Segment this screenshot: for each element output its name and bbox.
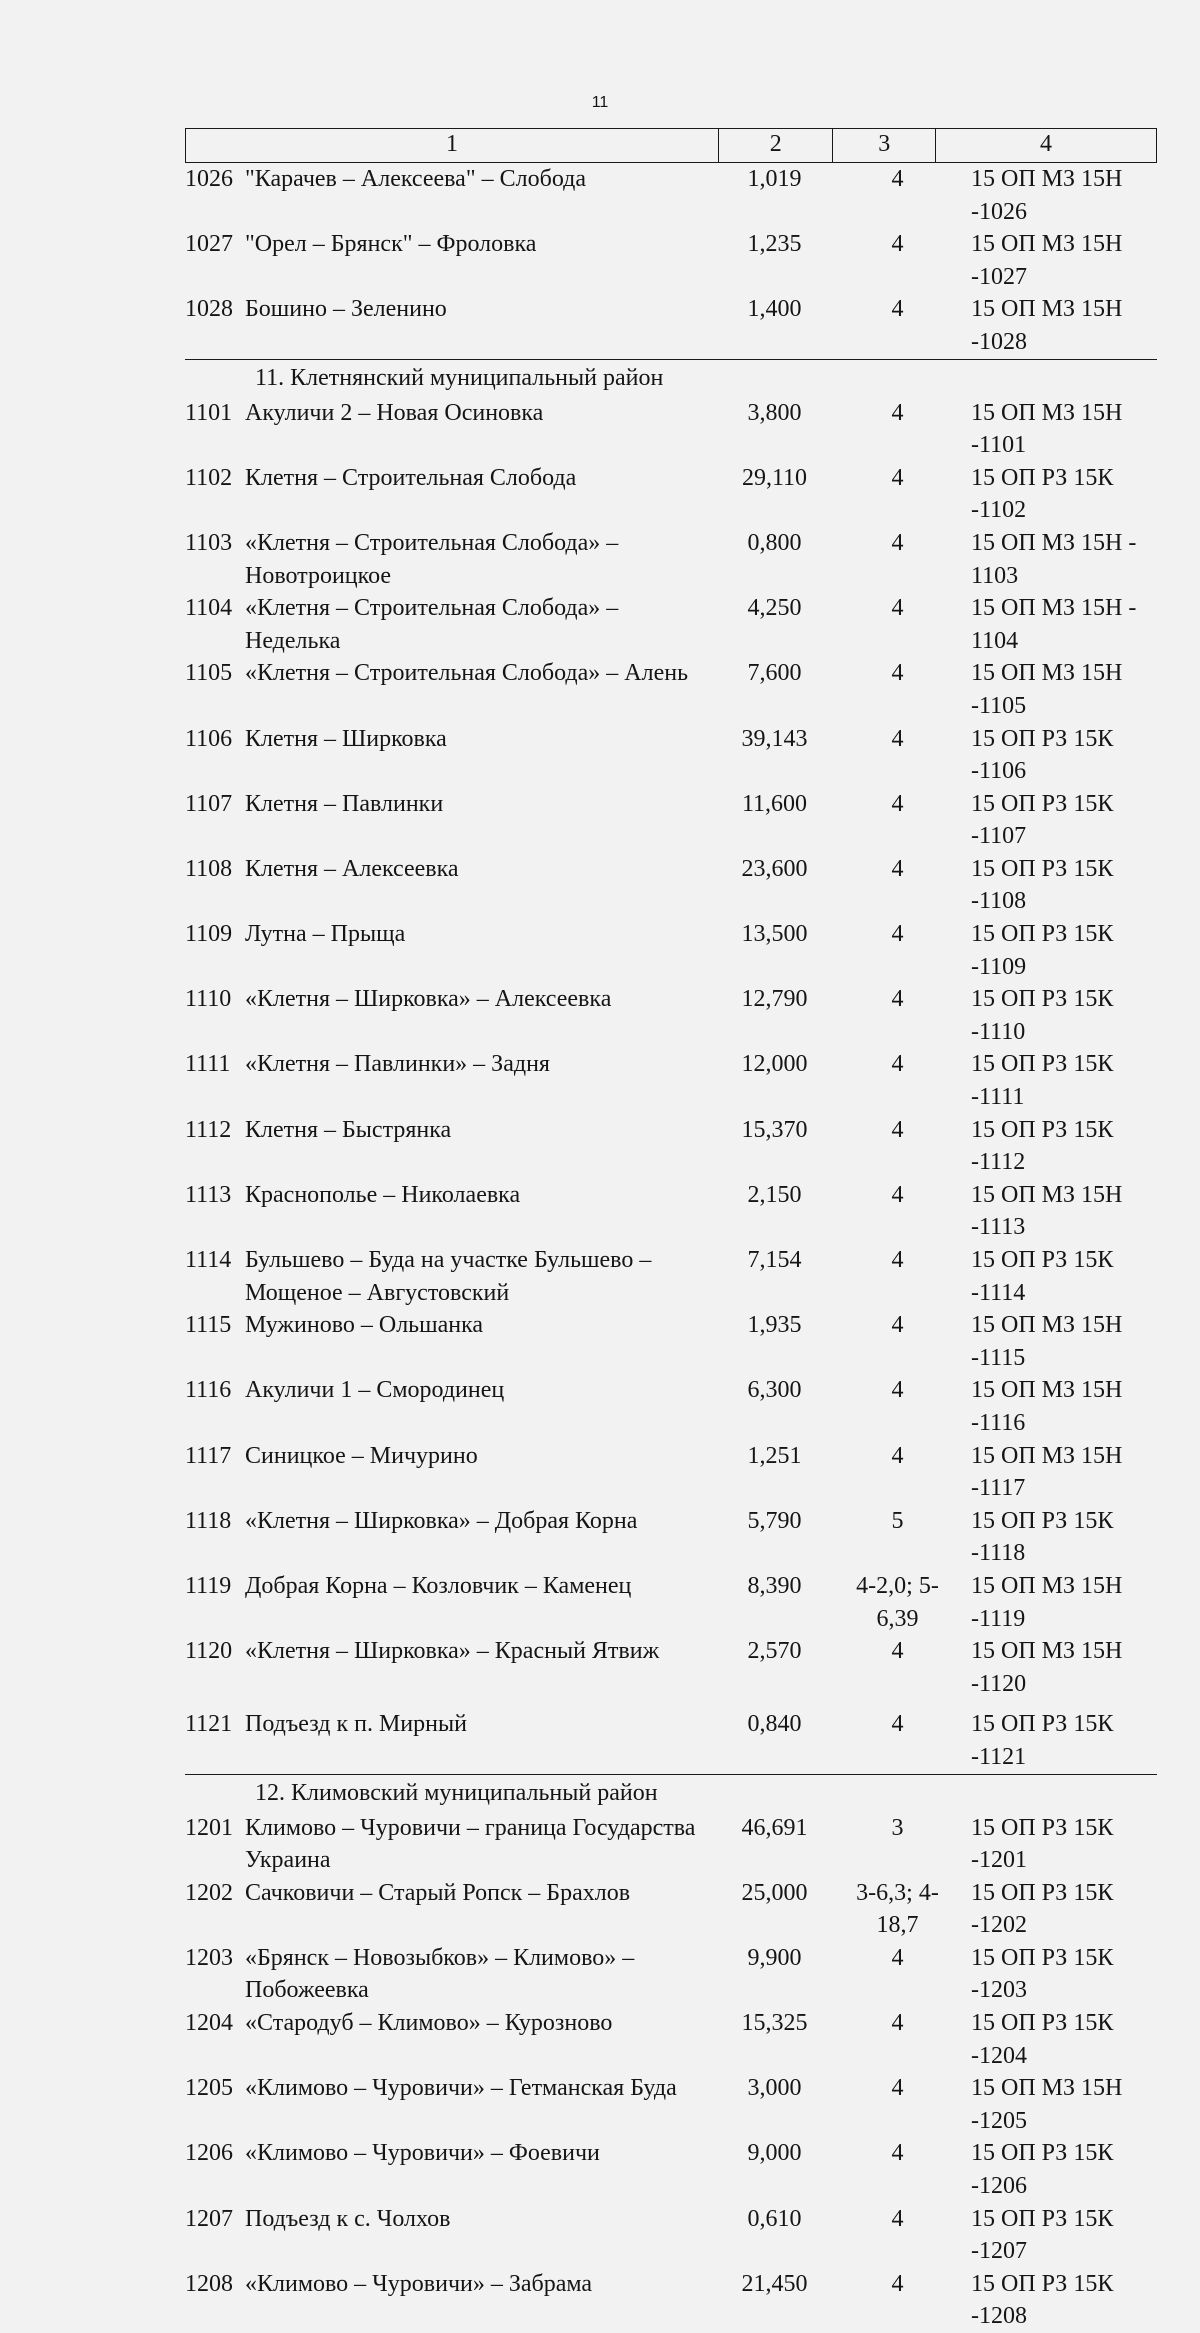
row-number: 1113	[185, 1179, 239, 1244]
road-name: Клетня – Алексеевка	[239, 853, 717, 918]
road-length: 21,450	[717, 2268, 832, 2333]
row-number: 1102	[185, 462, 239, 527]
road-length: 1,400	[717, 293, 832, 358]
road-category: 4	[832, 657, 963, 722]
road-name: "Карачев – Алексеева" – Слобода	[239, 163, 717, 228]
road-length: 15,325	[717, 2007, 832, 2072]
road-code: 15 ОП МЗ 15Н - 1103	[963, 527, 1185, 592]
road-code: 15 ОП МЗ 15Н -1105	[963, 657, 1185, 722]
row-number: 1114	[185, 1244, 239, 1309]
road-length: 9,900	[717, 1942, 832, 2007]
road-name: Акуличи 2 – Новая Осиновка	[239, 397, 717, 462]
road-name: Лутна – Прыща	[239, 918, 717, 983]
page-number: 11	[0, 94, 1200, 112]
table-row	[185, 1505, 1157, 1570]
road-code: 15 ОП МЗ 15Н -1205	[963, 2072, 1185, 2137]
table-row	[185, 1570, 1157, 1635]
road-length: 15,370	[717, 1114, 832, 1179]
road-code: 15 ОП РЗ 15К -1107	[963, 788, 1185, 853]
road-category: 4	[832, 853, 963, 918]
row-number: 1112	[185, 1114, 239, 1179]
road-length: 39,143	[717, 723, 832, 788]
road-name: «Брянск – Новозыбков» – Климово» – Побожеевка	[239, 1942, 717, 2007]
road-code: 15 ОП МЗ 15Н -1117	[963, 1440, 1185, 1505]
road-name: Добрая Корна – Козловчик – Каменец	[239, 1570, 717, 1635]
row-number: 1121	[185, 1708, 239, 1773]
road-category: 4	[832, 2268, 963, 2333]
road-category: 4	[832, 2072, 963, 2137]
road-name: «Клетня – Строительная Слобода» – Новотроицкое	[239, 527, 717, 592]
road-category: 4	[832, 1635, 963, 1700]
road-length: 3,800	[717, 397, 832, 462]
road-code: 15 ОП РЗ 15К -1206	[963, 2137, 1185, 2202]
road-code: 15 ОП МЗ 15Н -1116	[963, 1374, 1185, 1439]
road-category: 4	[832, 2137, 963, 2202]
road-name: «Клетня – Ширковка» – Красный Ятвиж	[239, 1635, 717, 1700]
road-code: 15 ОП РЗ 15К -1201	[963, 1812, 1185, 1877]
row-number: 1109	[185, 918, 239, 983]
road-length: 1,235	[717, 228, 832, 293]
road-code: 15 ОП РЗ 15К -1111	[963, 1048, 1185, 1113]
road-category: 4	[832, 397, 963, 462]
road-name: Подъезд к с. Чолхов	[239, 2203, 717, 2268]
rows-block-11	[185, 397, 1157, 1775]
road-category: 4	[832, 1942, 963, 2007]
road-name: Клетня – Павлинки	[239, 788, 717, 853]
road-length: 5,790	[717, 1505, 832, 1570]
road-length: 1,019	[717, 163, 832, 228]
table-row	[185, 2072, 1157, 2137]
road-code: 15 ОП МЗ 15Н -1119	[963, 1570, 1185, 1635]
road-length: 23,600	[717, 853, 832, 918]
road-code: 15 ОП РЗ 15К -1109	[963, 918, 1185, 983]
table-row	[185, 723, 1157, 788]
road-code: 15 ОП РЗ 15К -1114	[963, 1244, 1185, 1309]
road-length: 2,150	[717, 1179, 832, 1244]
road-category: 4	[832, 723, 963, 788]
road-code: 15 ОП МЗ 15Н -1115	[963, 1309, 1185, 1374]
road-category: 4	[832, 293, 963, 358]
row-number: 1108	[185, 853, 239, 918]
road-category: 4	[832, 1374, 963, 1439]
road-length: 8,390	[717, 1570, 832, 1635]
road-category: 4	[832, 527, 963, 592]
road-name: «Клетня – Строительная Слобода» – Алень	[239, 657, 717, 722]
table-header-row	[185, 128, 1157, 163]
table-row	[185, 983, 1157, 1048]
table-row	[185, 527, 1157, 592]
table-row	[185, 1877, 1157, 1942]
road-length: 4,250	[717, 592, 832, 657]
road-name: Клетня – Ширковка	[239, 723, 717, 788]
road-category: 4	[832, 1244, 963, 1309]
road-name: Климово – Чуровичи – граница Государства Украина	[239, 1812, 717, 1877]
road-code: 15 ОП МЗ 15Н -1028	[963, 293, 1185, 358]
road-category: 3-6,3; 4-18,7	[832, 1877, 963, 1942]
road-category: 4	[832, 1114, 963, 1179]
road-category: 4	[832, 1440, 963, 1505]
table-row	[185, 1048, 1157, 1113]
road-code: 15 ОП РЗ 15К -1118	[963, 1505, 1185, 1570]
road-length: 2,570	[717, 1635, 832, 1700]
road-name: Подъезд к п. Мирный	[239, 1708, 717, 1773]
road-length: 25,000	[717, 1877, 832, 1942]
road-name: «Стародуб – Климово» – Курозново	[239, 2007, 717, 2072]
road-category: 4	[832, 918, 963, 983]
table-row	[185, 397, 1157, 462]
row-number: 1117	[185, 1440, 239, 1505]
road-category: 4	[832, 1048, 963, 1113]
road-code: 15 ОП МЗ 15Н -1101	[963, 397, 1185, 462]
road-name: Сачковичи – Старый Ропск – Брахлов	[239, 1877, 717, 1942]
road-name: Мужиново – Ольшанка	[239, 1309, 717, 1374]
road-code: 15 ОП МЗ 15Н -1027	[963, 228, 1185, 293]
road-length: 12,790	[717, 983, 832, 1048]
road-category: 5	[832, 1505, 963, 1570]
row-number: 1104	[185, 592, 239, 657]
road-length: 13,500	[717, 918, 832, 983]
rows-block-12	[185, 1812, 1157, 2333]
road-category: 4-2,0; 5-6,39	[832, 1570, 963, 1635]
road-code: 15 ОП МЗ 15Н -1026	[963, 163, 1185, 228]
road-category: 4	[832, 1179, 963, 1244]
table-row	[185, 788, 1157, 853]
road-length: 1,251	[717, 1440, 832, 1505]
road-code: 15 ОП РЗ 15К -1112	[963, 1114, 1185, 1179]
road-category: 4	[832, 1708, 963, 1773]
table-row	[185, 1440, 1157, 1505]
table-row	[185, 2007, 1157, 2072]
road-length: 0,610	[717, 2203, 832, 2268]
column-header-3: 3	[832, 129, 935, 162]
road-name: Краснополье – Николаевка	[239, 1179, 717, 1244]
table-row	[185, 1942, 1157, 2007]
road-name: Бульшево – Буда на участке Бульшево – Мощеное – Августовский	[239, 1244, 717, 1309]
road-category: 4	[832, 163, 963, 228]
table-row	[185, 1635, 1157, 1700]
row-number: 1115	[185, 1309, 239, 1374]
road-code: 15 ОП РЗ 15К -1202	[963, 1877, 1185, 1942]
road-name: "Орел – Брянск" – Фроловка	[239, 228, 717, 293]
column-header-2: 2	[718, 129, 832, 162]
road-length: 9,000	[717, 2137, 832, 2202]
road-length: 7,154	[717, 1244, 832, 1309]
road-category: 3	[832, 1812, 963, 1877]
road-length: 11,600	[717, 788, 832, 853]
road-code: 15 ОП РЗ 15К -1110	[963, 983, 1185, 1048]
row-number: 1202	[185, 1877, 239, 1942]
road-code: 15 ОП РЗ 15К -1207	[963, 2203, 1185, 2268]
road-category: 4	[832, 462, 963, 527]
table-row	[185, 918, 1157, 983]
section-heading-12: 12. Климовский муниципальный район	[185, 1775, 1157, 1812]
row-number: 1201	[185, 1812, 239, 1877]
table-row	[185, 1244, 1157, 1309]
table-row	[185, 1309, 1157, 1374]
row-number: 1206	[185, 2137, 239, 2202]
row-number: 1204	[185, 2007, 239, 2072]
road-code: 15 ОП РЗ 15К -1203	[963, 1942, 1185, 2007]
road-category: 4	[832, 2007, 963, 2072]
roads-table	[185, 128, 1157, 2333]
road-name: «Клетня – Ширковка» – Алексеевка	[239, 983, 717, 1048]
road-name: «Климово – Чуровичи» – Забрама	[239, 2268, 717, 2333]
row-number: 1106	[185, 723, 239, 788]
rows-block-top	[185, 163, 1157, 360]
road-category: 4	[832, 1309, 963, 1374]
road-length: 6,300	[717, 1374, 832, 1439]
road-code: 15 ОП РЗ 15К -1106	[963, 723, 1185, 788]
road-name: Клетня – Строительная Слобода	[239, 462, 717, 527]
road-code: 15 ОП РЗ 15К -1204	[963, 2007, 1185, 2072]
road-category: 4	[832, 592, 963, 657]
road-name: Синицкое – Мичурино	[239, 1440, 717, 1505]
table-row	[185, 853, 1157, 918]
road-length: 12,000	[717, 1048, 832, 1113]
road-category: 4	[832, 788, 963, 853]
table-row	[185, 657, 1157, 722]
row-number: 1119	[185, 1570, 239, 1635]
table-row	[185, 2203, 1157, 2268]
road-category: 4	[832, 2203, 963, 2268]
table-row	[185, 163, 1157, 228]
road-name: Бошино – Зеленино	[239, 293, 717, 358]
table-row	[185, 1812, 1157, 1877]
row-number: 1110	[185, 983, 239, 1048]
road-code: 15 ОП РЗ 15К -1208	[963, 2268, 1185, 2333]
row-number: 1028	[185, 293, 239, 358]
road-name: «Климово – Чуровичи» – Фоевичи	[239, 2137, 717, 2202]
row-number: 1203	[185, 1942, 239, 2007]
row-number: 1103	[185, 527, 239, 592]
row-number: 1118	[185, 1505, 239, 1570]
road-length: 1,935	[717, 1309, 832, 1374]
road-code: 15 ОП МЗ 15Н - 1104	[963, 592, 1185, 657]
row-number: 1111	[185, 1048, 239, 1113]
road-name: «Климово – Чуровичи» – Гетманская Буда	[239, 2072, 717, 2137]
road-name: «Клетня – Павлинки» – Задня	[239, 1048, 717, 1113]
road-category: 4	[832, 983, 963, 1048]
table-row	[185, 1374, 1157, 1439]
table-row	[185, 2137, 1157, 2202]
table-row	[185, 228, 1157, 293]
road-length: 7,600	[717, 657, 832, 722]
table-row	[185, 2268, 1157, 2333]
row-number: 1205	[185, 2072, 239, 2137]
road-length: 46,691	[717, 1812, 832, 1877]
row-number: 1101	[185, 397, 239, 462]
row-number: 1208	[185, 2268, 239, 2333]
road-name: «Клетня – Строительная Слобода» – Неделька	[239, 592, 717, 657]
row-number: 1116	[185, 1374, 239, 1439]
row-number: 1120	[185, 1635, 239, 1700]
row-number: 1207	[185, 2203, 239, 2268]
road-code: 15 ОП РЗ 15К -1102	[963, 462, 1185, 527]
table-row	[185, 1179, 1157, 1244]
column-header-1: 1	[186, 129, 718, 162]
road-code: 15 ОП МЗ 15Н -1120	[963, 1635, 1185, 1700]
road-name: «Клетня – Ширковка» – Добрая Корна	[239, 1505, 717, 1570]
row-number: 1026	[185, 163, 239, 228]
table-row	[185, 1708, 1157, 1774]
table-row	[185, 293, 1157, 359]
road-name: Клетня – Быстрянка	[239, 1114, 717, 1179]
table-row	[185, 592, 1157, 657]
road-name: Акуличи 1 – Смородинец	[239, 1374, 717, 1439]
column-header-4: 4	[935, 129, 1156, 162]
section-heading-11: 11. Клетнянский муниципальный район	[185, 360, 1157, 397]
table-row	[185, 1114, 1157, 1179]
road-category: 4	[832, 228, 963, 293]
road-code: 15 ОП МЗ 15Н -1113	[963, 1179, 1185, 1244]
row-number: 1105	[185, 657, 239, 722]
road-length: 0,840	[717, 1708, 832, 1773]
road-length: 3,000	[717, 2072, 832, 2137]
table-row	[185, 462, 1157, 527]
road-length: 0,800	[717, 527, 832, 592]
row-number: 1107	[185, 788, 239, 853]
road-code: 15 ОП РЗ 15К -1108	[963, 853, 1185, 918]
row-number: 1027	[185, 228, 239, 293]
road-code: 15 ОП РЗ 15К -1121	[963, 1708, 1185, 1773]
road-length: 29,110	[717, 462, 832, 527]
